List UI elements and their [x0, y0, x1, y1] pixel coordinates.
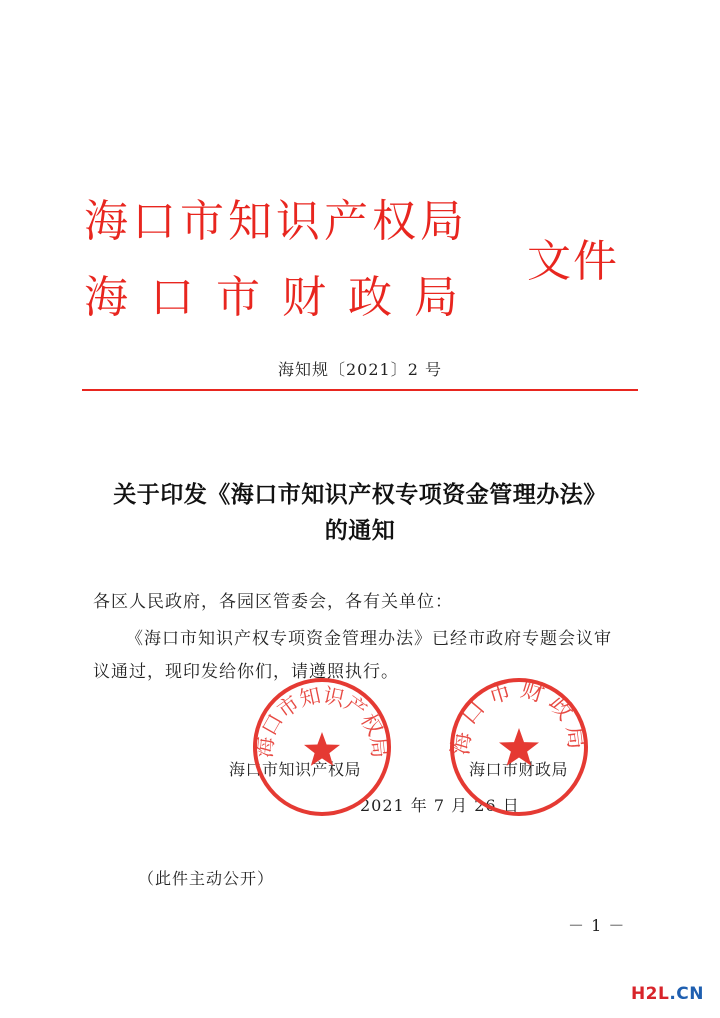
- signer-2: 海口市财政局: [469, 760, 569, 779]
- seal-2-text: 海口市财政局: [448, 676, 590, 757]
- document-type-suffix: 文件: [527, 236, 619, 287]
- issuer-line-2: 海口市财政局: [84, 272, 480, 323]
- document-number: 海知规〔2021〕2 号: [278, 360, 442, 379]
- salutation: 各区人民政府，各园区管委会，各有关单位：: [93, 592, 453, 612]
- signer-1: 海口市知识产权局: [229, 760, 362, 779]
- official-seal-icon: [251, 676, 393, 818]
- body-paragraph-line-2: 议通过，现印发给你们，请遵照执行。: [93, 662, 399, 682]
- seal-1-text: 海口市知识产权局: [252, 683, 392, 760]
- watermark-part-a: H2L: [630, 984, 670, 1004]
- page-number: － 1 －: [568, 916, 626, 935]
- watermark-part-b: .CN: [669, 984, 704, 1004]
- body-paragraph-line-1: 《海口市知识产权专项资金管理办法》已经市政府专题会议审: [126, 629, 612, 649]
- issuer-line-1: 海口市知识产权局: [84, 196, 468, 247]
- site-watermark: [631, 984, 704, 1004]
- star-icon: [304, 732, 340, 766]
- star-icon: [499, 728, 539, 766]
- disclosure-note: （此件主动公开）: [138, 869, 275, 888]
- red-divider: [82, 389, 638, 391]
- document-title-line-1: 关于印发《海口市知识产权专项资金管理办法》: [113, 481, 607, 508]
- document-title-line-2: 的通知: [324, 517, 396, 544]
- signature-date: 2021 年 7 月 26 日: [360, 796, 520, 815]
- official-seal-icon: [448, 676, 590, 818]
